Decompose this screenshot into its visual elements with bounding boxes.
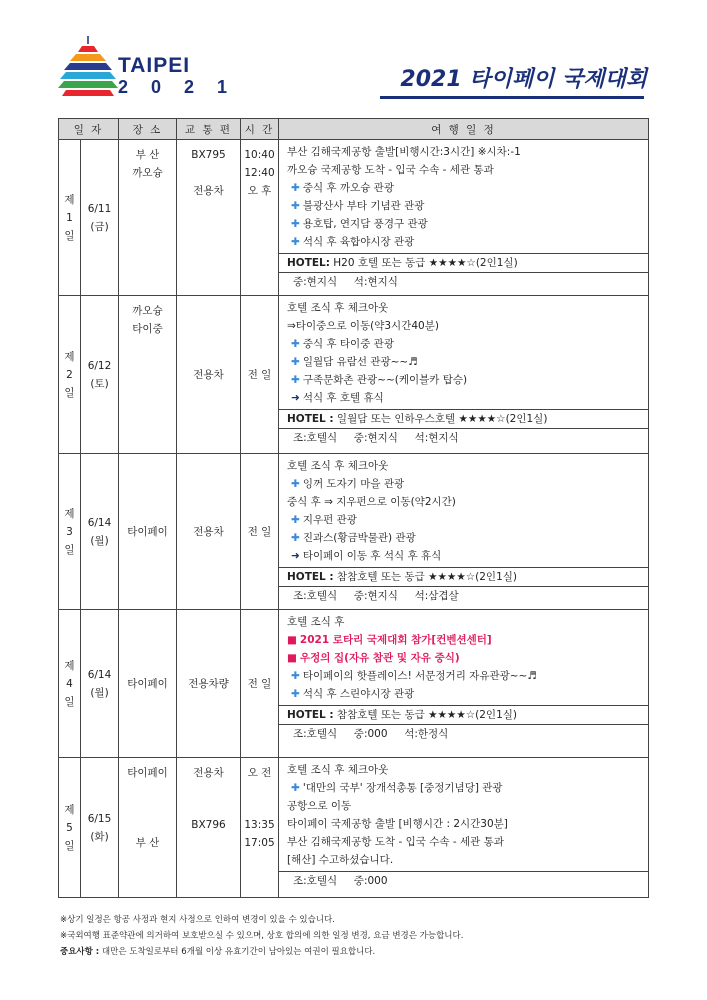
time-cell (241, 296, 279, 454)
place-cell (119, 758, 177, 898)
schedule-text: 일월담 유람선 관광~~♬ (302, 356, 418, 368)
hotel-line (279, 253, 648, 272)
weekday-text: (월) (90, 686, 109, 699)
schedule-line (287, 233, 642, 251)
time-text: 오 후 (247, 185, 272, 197)
plus-bullet-icon: ✚ (291, 670, 300, 682)
weekday-text: (토) (90, 377, 109, 390)
schedule-text: 부산 김해국제공항 도착 - 입국 수속 - 세관 통과 (287, 836, 504, 848)
place-cell (119, 296, 177, 454)
table-header-row (59, 119, 649, 140)
date-text: 6/15 (87, 812, 112, 825)
schedule-line (287, 851, 642, 869)
plus-bullet-icon: ✚ (291, 218, 300, 230)
day-label: 제 (64, 659, 75, 672)
weekday-text: (금) (90, 220, 109, 233)
schedule-text: 지우펀 관광 (302, 514, 357, 526)
day-number-cell (59, 296, 81, 454)
itinerary-table (58, 118, 649, 898)
transport-text: BX796 (191, 819, 226, 831)
meals-line: 중:현지식 석:현지식 (279, 272, 648, 292)
schedule-line (287, 547, 642, 565)
schedule-text: 석식 후 호텔 휴식 (302, 392, 384, 404)
schedule-cell (279, 454, 649, 610)
date-text: 6/14 (87, 516, 112, 529)
time-text: 전 일 (247, 677, 272, 690)
plus-bullet-icon: ✚ (291, 478, 300, 490)
schedule-line (287, 317, 642, 335)
schedule-text: 호텔 조식 후 체크아웃 (287, 460, 389, 472)
day-label: 일 (64, 229, 75, 242)
logo-year: 2 0 2 1 (118, 77, 237, 97)
schedule-cell (279, 610, 649, 758)
hotel-label: HOTEL : (287, 413, 334, 425)
schedule-text: 잉꺼 도자기 마을 관광 (302, 478, 405, 490)
day-label: 5 (66, 821, 73, 834)
transport-text: BX795 (191, 149, 226, 161)
schedule-text: [해산] 수고하셨습니다. (287, 854, 394, 866)
schedule-text: '대만의 국부' 장개석총통 [중정기념당] 관광 (302, 782, 503, 794)
hotel-label: HOTEL : (287, 709, 334, 721)
schedule-line (287, 761, 642, 779)
schedule-line (287, 161, 642, 179)
important-note (60, 944, 463, 960)
place-text: 타이페이 (127, 767, 168, 779)
meals-line: 조:호텔식 중:000 석:한정식 (279, 724, 648, 744)
time-text: 전 일 (247, 368, 272, 381)
plus-bullet-icon: ✚ (291, 200, 300, 212)
transport-cell (177, 296, 241, 454)
schedule-line (287, 529, 642, 547)
transport-text: 전용차 (193, 525, 224, 538)
time-text: 17:05 (244, 837, 275, 849)
hotel-label: HOTEL : (287, 571, 334, 583)
schedule-line (287, 215, 642, 233)
schedule-line (287, 143, 642, 161)
important-text: 대만은 도착일로부터 6개월 이상 유효기간이 남아있는 여권이 필요합니다. (99, 947, 376, 957)
place-text: 까오슝 (132, 305, 163, 317)
day-label: 1 (66, 211, 73, 224)
weekday-text: (화) (90, 830, 109, 843)
hotel-text: H20 호텔 또는 동급 ★★★★☆(2인1실) (329, 257, 518, 269)
day-number-cell (59, 454, 81, 610)
important-label: 중요사항 : (60, 947, 100, 957)
transport-cell (177, 454, 241, 610)
date-cell (81, 610, 119, 758)
transport-cell (177, 610, 241, 758)
schedule-line (287, 631, 642, 649)
plus-bullet-icon: ✚ (291, 356, 300, 368)
plus-bullet-icon: ✚ (291, 236, 300, 248)
plus-bullet-icon: ✚ (291, 338, 300, 350)
time-text: 13:35 (244, 819, 275, 831)
date-cell (81, 140, 119, 296)
plus-bullet-icon: ✚ (291, 532, 300, 544)
footer-notes (60, 912, 463, 960)
place-cell (119, 610, 177, 758)
place-cell (119, 140, 177, 296)
day-label: 제 (64, 350, 75, 363)
day-label: 4 (66, 677, 73, 690)
schedule-line (287, 511, 642, 529)
time-cell (241, 140, 279, 296)
logo-text: TAIPEI (118, 54, 191, 77)
schedule-line (287, 667, 642, 685)
transport-cell (177, 758, 241, 898)
hotel-text: 참참호텔 또는 동급 ★★★★☆(2인1실) (333, 571, 517, 583)
arrow-bullet-icon: ➜ (291, 392, 300, 404)
place-text: 부 산 (135, 149, 160, 161)
header-place: 장 소 (119, 119, 177, 140)
schedule-text: 부산 김해국제공항 출발[비행시간:3시간] ※시차:-1 (287, 146, 521, 158)
hotel-line (279, 409, 648, 428)
transport-text (177, 164, 240, 182)
schedule-text: 중식 후 타이중 관광 (302, 338, 394, 350)
place-text: 까오슝 (132, 167, 163, 179)
day-row (59, 758, 649, 898)
schedule-line (287, 335, 642, 353)
date-cell (81, 296, 119, 454)
schedule-text: 불광산사 부타 기념관 관광 (302, 200, 425, 212)
schedule-text: 타이페이 국제공항 출발 [비행시간 : 2시간30분] (287, 818, 508, 830)
schedule-lines (279, 454, 648, 567)
schedule-text: ⇒타이중으로 이동(약3시간40분) (287, 320, 439, 332)
schedule-text: 우정의 집(자유 참관 및 자유 중식) (299, 652, 460, 664)
schedule-line (287, 649, 642, 667)
place-text: 타이페이 (127, 525, 168, 538)
date-cell (81, 758, 119, 898)
schedule-line (287, 353, 642, 371)
day-label: 제 (64, 507, 75, 520)
day-number-cell (59, 140, 81, 296)
schedule-line (287, 179, 642, 197)
schedule-line (287, 371, 642, 389)
day-label: 3 (66, 525, 73, 538)
page-header (0, 0, 707, 112)
title-underline (380, 96, 644, 99)
transport-text: 전용차량 (188, 677, 229, 690)
schedule-text: 중식 후 까오슝 관광 (302, 182, 394, 194)
note-line: ※국외여행 표준약관에 의거하여 보호받으실 수 있으며, 상호 합의에 의한 일정 변경, 요금 변경은 가능합니다. (60, 931, 464, 941)
day-label: 일 (64, 695, 75, 708)
square-bullet-icon: ■ (287, 634, 297, 646)
hotel-text: 일월담 또는 인하우스호텔 ★★★★☆(2인1실) (333, 413, 548, 425)
schedule-line (287, 493, 642, 511)
plus-bullet-icon: ✚ (291, 688, 300, 700)
time-text: 12:40 (244, 167, 275, 179)
schedule-text: 석식 후 육합야시장 관광 (302, 236, 415, 248)
transport-cell (177, 140, 241, 296)
schedule-text: 석식 후 스린야시장 관광 (302, 688, 415, 700)
transport-text: 전용차 (193, 185, 224, 197)
day-number-cell (59, 610, 81, 758)
schedule-text: 구족문화촌 관광~~(케이블카 탑승) (302, 374, 468, 386)
day-row (59, 610, 649, 758)
day-label: 일 (64, 839, 75, 852)
plus-bullet-icon: ✚ (291, 782, 300, 794)
schedule-text: 타이페이의 핫플레이스! 서문정거리 자유관광~~♬ (302, 670, 537, 682)
transport-text: 전용차 (193, 368, 224, 381)
hotel-text: 참참호텔 또는 동급 ★★★★☆(2인1실) (333, 709, 517, 721)
day-row (59, 296, 649, 454)
schedule-text: 호텔 조식 후 체크아웃 (287, 302, 389, 314)
date-cell (81, 454, 119, 610)
header-date: 일 자 (59, 119, 119, 140)
day-number-cell (59, 758, 81, 898)
place-text: 타이중 (132, 323, 163, 335)
schedule-line (287, 475, 642, 493)
schedule-text: 공항으로 이동 (287, 800, 352, 812)
meals-line: 조:호텔식 중:현지식 석:삼겹살 (279, 586, 648, 606)
schedule-line (287, 197, 642, 215)
schedule-text: 타이페이 이동 후 석식 후 휴식 (302, 550, 442, 562)
date-text: 6/11 (87, 202, 112, 215)
schedule-lines (279, 140, 648, 253)
header-transport: 교 통 편 (177, 119, 241, 140)
day-label: 2 (66, 368, 73, 381)
schedule-line (287, 797, 642, 815)
day-label: 제 (64, 193, 75, 206)
header-time: 시 간 (241, 119, 279, 140)
place-cell (119, 454, 177, 610)
schedule-text: 호텔 조식 후 (287, 616, 345, 628)
schedule-text: 2021 로타리 국제대회 참가[컨벤션센터] (299, 634, 492, 646)
schedule-cell (279, 140, 649, 296)
day-label: 일 (64, 543, 75, 556)
schedule-text: 까오슝 국제공항 도착 - 입국 수속 - 세관 통과 (287, 164, 494, 176)
plus-bullet-icon: ✚ (291, 182, 300, 194)
time-text: 전 일 (247, 525, 272, 538)
place-text: 타이페이 (127, 677, 168, 690)
day-label: 일 (64, 386, 75, 399)
schedule-text: 용호탑, 연지담 풍경구 관광 (302, 218, 428, 230)
time-cell (241, 758, 279, 898)
date-text: 6/12 (87, 359, 112, 372)
time-text: 오 전 (247, 767, 272, 779)
header-schedule: 여 행 일 정 (279, 119, 649, 140)
note-line: ※상기 일정은 항공 사정과 현지 사정으로 인하여 변경이 있을 수 있습니다. (60, 915, 335, 925)
schedule-line (287, 779, 642, 797)
schedule-cell (279, 758, 649, 898)
schedule-lines (279, 296, 648, 409)
meals-line: 조:호텔식 중:000 (279, 871, 648, 891)
time-cell (241, 454, 279, 610)
date-text: 6/14 (87, 668, 112, 681)
schedule-line (287, 457, 642, 475)
time-cell (241, 610, 279, 758)
schedule-text: 호텔 조식 후 체크아웃 (287, 764, 389, 776)
day-label: 제 (64, 803, 75, 816)
time-text: 10:40 (244, 149, 275, 161)
plus-bullet-icon: ✚ (291, 374, 300, 386)
place-text: 부 산 (135, 837, 160, 849)
schedule-line (287, 389, 642, 407)
weekday-text: (월) (90, 534, 109, 547)
page-title: 2021 타이페이 국제대회 (400, 67, 647, 92)
schedule-text: 진과스(황금박물관) 관광 (302, 532, 416, 544)
schedule-lines (279, 758, 648, 871)
schedule-line (287, 299, 642, 317)
hotel-line (279, 567, 648, 586)
schedule-line (287, 613, 642, 631)
schedule-lines (279, 610, 648, 705)
meals-line: 조:호텔식 중:현지식 석:현지식 (279, 428, 648, 448)
transport-text: 전용차 (193, 767, 224, 779)
day-row (59, 454, 649, 610)
square-bullet-icon: ■ (287, 652, 297, 664)
day-row (59, 140, 649, 296)
schedule-line (287, 833, 642, 851)
hotel-label: HOTEL: (287, 257, 330, 269)
schedule-line (287, 815, 642, 833)
schedule-text: 중식 후 ⇒ 지우펀으로 이동(약2시간) (287, 496, 456, 508)
schedule-line (287, 685, 642, 703)
plus-bullet-icon: ✚ (291, 514, 300, 526)
schedule-cell (279, 296, 649, 454)
arrow-bullet-icon: ➜ (291, 550, 300, 562)
hotel-line (279, 705, 648, 724)
